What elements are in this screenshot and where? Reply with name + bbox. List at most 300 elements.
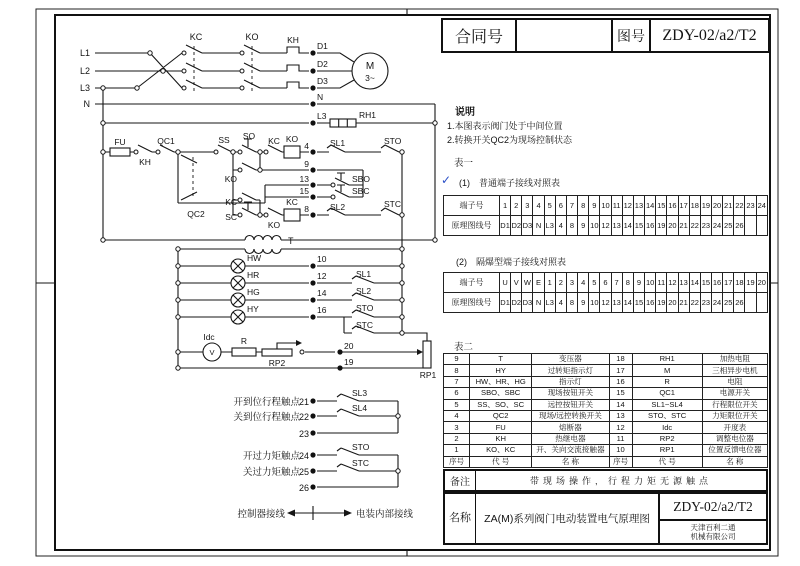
component-cell: 开度表 — [702, 422, 767, 433]
junction-circle — [238, 168, 242, 172]
potentiometer-rp2-symbol — [262, 349, 292, 356]
junction-circle — [101, 86, 105, 90]
schematic-label: 23 — [298, 429, 309, 439]
circuit-wires — [95, 45, 435, 520]
terminal-cell: 13 — [611, 293, 622, 313]
terminal-cell: N — [533, 293, 544, 313]
terminal-cell: 19 — [656, 216, 667, 236]
junction-circle — [238, 213, 242, 217]
terminal-cell — [756, 216, 767, 236]
contract-no-label: 合同号 — [454, 29, 503, 46]
schematic-label: R — [240, 336, 248, 346]
junction-circle — [176, 150, 180, 154]
drawing-no-value: ZDY-02/a2/T2 — [649, 20, 768, 51]
junction-circle — [400, 213, 404, 217]
terminal-dot — [310, 167, 315, 172]
terminal-cell: 16 — [645, 216, 656, 236]
schematic-label: 12 — [317, 271, 327, 281]
name-block — [443, 492, 768, 545]
schematic-label: 关过力矩触点 — [242, 467, 300, 478]
terminal-dot — [310, 398, 315, 403]
schematic-label: D1 — [317, 41, 328, 51]
component-cell: 序号 — [444, 456, 470, 467]
terminal-cell: N — [533, 216, 544, 236]
terminal-cell: 4 — [578, 273, 589, 293]
terminal-cell — [756, 293, 767, 313]
component-cell: M — [632, 365, 702, 376]
component-cell: 行程限位开关 — [702, 399, 767, 410]
component-cell: QC2 — [470, 410, 532, 421]
schematic-label: KC — [268, 136, 280, 146]
terminal-dot — [310, 280, 315, 285]
schematic-label: SL1 — [330, 138, 346, 148]
terminal-cell: 9 — [578, 293, 589, 313]
transformer-primary-coil — [245, 236, 281, 241]
legend-arrow-right — [344, 510, 352, 517]
schematic-label: SBC — [352, 186, 370, 196]
drawing-no-footer: ZDY-02/a2/T2 — [660, 494, 766, 521]
schematic-label: 14 — [317, 288, 327, 298]
terminal-dot — [337, 365, 342, 370]
terminal-cell: D2 — [511, 293, 522, 313]
terminal-cell: V — [511, 273, 522, 293]
schematic-label: D3 — [317, 76, 328, 86]
schematic-label: KC — [286, 197, 298, 207]
component-cell: 过转矩指示灯 — [532, 365, 609, 376]
junction-circle — [258, 168, 262, 172]
table-two-title: 表二 — [454, 342, 474, 353]
terminal-cell: 16 — [667, 196, 678, 216]
terminal-cell: 9 — [589, 196, 600, 216]
component-cell: KO、KC — [470, 445, 532, 456]
terminal-cell: 10 — [589, 216, 600, 236]
note-item-2: 2.转换开关QC2为现场控制状态 — [447, 135, 573, 145]
terminal-cell: 7 — [566, 196, 577, 216]
terminal-cell — [745, 293, 756, 313]
rp1-wiper-arrow — [417, 349, 423, 355]
schematic-label: QC1 — [157, 136, 175, 146]
junction-circle — [400, 247, 404, 251]
terminal-cell: 20 — [667, 293, 678, 313]
component-cell: RP1 — [632, 445, 702, 456]
junction-circle — [264, 150, 268, 154]
row-header: 原理图线号 — [444, 293, 500, 313]
terminal-cell: 17 — [678, 196, 689, 216]
junction-circle — [182, 51, 186, 55]
schematic-label: SL4 — [352, 403, 368, 413]
table-row — [444, 456, 768, 467]
component-cell: 15 — [609, 388, 632, 399]
junction-circle — [400, 298, 404, 302]
terminal-cell: 8 — [566, 293, 577, 313]
junction-circle — [176, 350, 180, 354]
component-cell: 1 — [444, 445, 470, 456]
schematic-label: SS — [218, 135, 230, 145]
terminal-cell: 2 — [511, 196, 522, 216]
terminal-cell: 8 — [578, 196, 589, 216]
schematic-label: 20 — [344, 341, 354, 351]
component-cell: HW、HR、HG — [470, 376, 532, 387]
terminal-cell: 26 — [734, 216, 745, 236]
terminal-cell: 25 — [723, 293, 734, 313]
junction-circle — [400, 264, 404, 268]
table-one-title: 表一 — [454, 158, 474, 169]
terminal-cell: 23 — [745, 196, 756, 216]
schematic-label: 4 — [304, 141, 309, 151]
terminal-cell: 10 — [645, 273, 656, 293]
terminal-cell: D3 — [522, 293, 533, 313]
terminal-cell: 8 — [566, 216, 577, 236]
terminal-cell: 13 — [611, 216, 622, 236]
schematic-label: 开过力矩触点 — [242, 451, 300, 462]
schematic-label: SL2 — [330, 202, 346, 212]
terminal-cell: 6 — [555, 196, 566, 216]
junction-circle — [238, 198, 242, 202]
schematic-label: KC — [225, 197, 237, 207]
schematic-label: L3 — [317, 111, 327, 121]
terminal-dot — [337, 349, 342, 354]
terminal-cell: 12 — [667, 273, 678, 293]
component-cell: RP2 — [632, 433, 702, 444]
table-row — [444, 399, 768, 410]
schematic-label: KH — [139, 157, 151, 167]
schematic-label: 16 — [317, 305, 327, 315]
junction-circle — [400, 150, 404, 154]
component-cell: SS、SO、SC — [470, 399, 532, 410]
terminal-cell: 24 — [711, 216, 722, 236]
schematic-label: SC — [225, 212, 237, 222]
terminal-cell: 5 — [589, 273, 600, 293]
terminal-cell — [745, 216, 756, 236]
terminal-cell: 12 — [622, 196, 633, 216]
terminal-cell: L3 — [544, 216, 555, 236]
schematic-label: HG — [247, 287, 260, 297]
terminal-dot — [310, 314, 315, 319]
component-cell: 位置反馈电位器 — [702, 445, 767, 456]
junction-circle — [433, 121, 437, 125]
schematic-label: T — [288, 236, 294, 246]
terminal-cell: E — [533, 273, 544, 293]
terminal-cell: 22 — [734, 196, 745, 216]
junction-circle — [396, 469, 400, 473]
schematic-label: 15 — [299, 186, 309, 196]
name-label: 名 称 — [445, 494, 476, 543]
terminal-cell: D1 — [500, 293, 511, 313]
table-row — [444, 422, 768, 433]
schematic-label: RP2 — [268, 358, 286, 368]
schematic-labels — [80, 32, 437, 520]
terminal-cell: 16 — [711, 273, 722, 293]
schematic-label: HW — [247, 253, 262, 263]
junction-circle — [134, 150, 138, 154]
terminal-cell: 22 — [689, 293, 700, 313]
terminal-cell: 2 — [555, 273, 566, 293]
component-cell: 5 — [444, 399, 470, 410]
component-cell: HY — [470, 365, 532, 376]
component-cell: STO、STC — [632, 410, 702, 421]
schematic-label: SL3 — [352, 388, 368, 398]
component-cell: 熔断器 — [532, 422, 609, 433]
junction-circle — [433, 238, 437, 242]
junction-circle — [240, 86, 244, 90]
junction-circle — [148, 51, 152, 55]
notes-title: 说明 — [455, 107, 475, 118]
schematic-label: 控制器接线 — [237, 509, 285, 520]
component-cell: 10 — [609, 445, 632, 456]
junction-circle — [400, 281, 404, 285]
component-cell: SBO、SBC — [470, 388, 532, 399]
component-cell: 代 号 — [632, 456, 702, 467]
component-cell: 18 — [609, 354, 632, 365]
remark-text: 带现场操作, 行程力矩无源触点 — [529, 476, 712, 486]
terminal-cell: 14 — [645, 196, 656, 216]
terminal-cell: 3 — [566, 273, 577, 293]
schematic-label: QC2 — [187, 209, 205, 219]
junction-circle — [231, 150, 235, 154]
terminal-cell: 10 — [589, 293, 600, 313]
schematic-label: KO — [245, 32, 259, 42]
component-cell: 2 — [444, 433, 470, 444]
component-cell: QC1 — [632, 388, 702, 399]
check-mark: ✓ — [441, 173, 452, 187]
terminal-cell: 8 — [622, 273, 633, 293]
terminal-cell: 11 — [656, 273, 667, 293]
row-header: 端子号 — [444, 196, 500, 216]
junction-circle — [176, 264, 180, 268]
terminal-cell: 11 — [611, 196, 622, 216]
terminal-dot — [310, 484, 315, 489]
terminal-dot — [310, 452, 315, 457]
component-cell: 名 称 — [532, 456, 609, 467]
terminal-cell: 23 — [700, 216, 711, 236]
terminal-cell: 4 — [555, 216, 566, 236]
terminal-cell: L3 — [544, 293, 555, 313]
terminal-dot — [310, 182, 315, 187]
junction-circle — [264, 213, 268, 217]
junction-circle — [238, 150, 242, 154]
junction-nodes — [101, 51, 437, 473]
terminal-cell: 12 — [600, 216, 611, 236]
table-row — [444, 216, 768, 236]
terminal-cell: 15 — [656, 196, 667, 216]
component-cell: 序号 — [609, 456, 632, 467]
junction-circle — [258, 213, 262, 217]
terminal-cell: 24 — [756, 196, 767, 216]
terminal-dot — [310, 85, 315, 90]
component-cell: 16 — [609, 376, 632, 387]
terminal-cell: 23 — [700, 293, 711, 313]
component-cell: 三相异步电机 — [702, 365, 767, 376]
component-cell: 名 称 — [702, 456, 767, 467]
component-cell: 代 号 — [470, 456, 532, 467]
rp2-wiper-arrow — [296, 340, 302, 346]
terminal-dot — [310, 120, 315, 125]
terminal-cell: 19 — [745, 273, 756, 293]
table-row — [444, 365, 768, 376]
terminal-cell: 21 — [723, 196, 734, 216]
terminal-dot — [310, 263, 315, 268]
heater-rh1-symbol — [330, 119, 356, 127]
schematic-label: 10 — [317, 254, 327, 264]
schematic-label: 电装内部接线 — [356, 509, 414, 520]
schematic-label: L3 — [79, 83, 90, 93]
junction-circle — [176, 247, 180, 251]
legend-arrow-left — [287, 510, 295, 517]
component-cell: R — [632, 376, 702, 387]
terminal-dot — [310, 212, 315, 217]
schematic-label: STC — [352, 458, 369, 468]
contract-no-value — [515, 20, 611, 51]
schematic-label: SL1 — [356, 269, 372, 279]
table-row — [444, 293, 768, 313]
terminal-cell: 1 — [500, 196, 511, 216]
component-cell: T — [470, 354, 532, 365]
component-cell: 12 — [609, 422, 632, 433]
schematic-label: 开到位行程触点 — [233, 397, 300, 408]
schematic-label: HR — [247, 270, 260, 280]
terminal-dot — [310, 149, 315, 154]
terminal-cell: 24 — [711, 293, 722, 313]
schematic-label: L1 — [79, 48, 90, 58]
schematic-label: 19 — [344, 357, 354, 367]
company-name: 天津百利二通 机械有限公司 — [690, 522, 736, 541]
table-row — [444, 388, 768, 399]
terminal-cell: 17 — [723, 273, 734, 293]
component-cell: SL1~SL4 — [632, 399, 702, 410]
component-cell: Idc — [632, 422, 702, 433]
component-cell: 电阻 — [702, 376, 767, 387]
schematic-label: STC — [356, 320, 373, 330]
component-table — [443, 353, 768, 468]
terminal-cell: D3 — [522, 216, 533, 236]
schematic-label: SO — [242, 131, 256, 141]
terminal-dot — [310, 468, 315, 473]
mechanical-links — [193, 46, 252, 196]
schematic-label: KO — [285, 134, 299, 144]
component-cell: 11 — [609, 433, 632, 444]
terminal-cell: W — [522, 273, 533, 293]
component-cell: 指示灯 — [532, 376, 609, 387]
row-header: 原理图线号 — [444, 216, 500, 236]
junction-circle — [176, 315, 180, 319]
component-cell: 9 — [444, 354, 470, 365]
schematic-label: 26 — [298, 483, 309, 493]
junction-circle — [400, 315, 404, 319]
terminal-cell: 15 — [633, 293, 644, 313]
terminal-cell: 15 — [700, 273, 711, 293]
drawing-no-label: 图号 — [611, 20, 649, 51]
component-cell: 现场按钮开关 — [532, 388, 609, 399]
resistor-r-symbol — [232, 348, 256, 356]
schematic-label: KH — [287, 35, 299, 45]
terminal-cell: 14 — [622, 216, 633, 236]
terminal-cell: 21 — [678, 293, 689, 313]
terminal-cell: 26 — [734, 293, 745, 313]
component-cell: RH1 — [632, 354, 702, 365]
note-item-1: 1.本图表示阀门处于中间位置 — [447, 121, 563, 131]
component-cell: 3 — [444, 422, 470, 433]
terminal-cell: 22 — [689, 216, 700, 236]
component-cell: 变压器 — [532, 354, 609, 365]
junction-circle — [101, 150, 105, 154]
component-cell: 6 — [444, 388, 470, 399]
schematic-label: STO — [356, 303, 374, 313]
terminal-cell: 12 — [600, 293, 611, 313]
explosion-terminal-table — [443, 272, 768, 313]
terminal-cell: 20 — [756, 273, 767, 293]
terminal-cell: 1 — [544, 273, 555, 293]
terminal-dot — [310, 297, 315, 302]
terminal-dots — [310, 50, 342, 489]
component-cell: 4 — [444, 410, 470, 421]
component-cell: FU — [470, 422, 532, 433]
terminal-cell: 15 — [633, 216, 644, 236]
schematic-label: N — [83, 99, 90, 109]
schematic-label: KC — [189, 32, 203, 42]
table-row — [444, 410, 768, 421]
terminal-cell: 4 — [555, 293, 566, 313]
component-cell: 加热电阻 — [702, 354, 767, 365]
schematic-label: 8 — [304, 204, 309, 214]
table-row — [444, 376, 768, 387]
junction-circle — [101, 121, 105, 125]
terminal-cell: 21 — [678, 216, 689, 236]
table-row — [444, 196, 768, 216]
drawing-title: ZA(M)系列阀门电动装置电气原理图 — [476, 494, 660, 543]
table-row — [444, 273, 768, 293]
terminal-cell: 6 — [600, 273, 611, 293]
schematic-label: 21 — [298, 397, 309, 407]
normal-terminal-caption: (1) 普通端子接线对照表 — [459, 178, 561, 188]
schematic-label: 3~ — [365, 73, 375, 83]
junction-circle — [176, 281, 180, 285]
junction-circle — [161, 69, 165, 73]
terminal-cell: 9 — [578, 216, 589, 236]
component-cell: KH — [470, 433, 532, 444]
schematic-label: L2 — [79, 66, 90, 76]
terminal-cell: D1 — [500, 216, 511, 236]
ko-coil-symbol — [284, 146, 300, 158]
remark-label: 备注 — [445, 471, 476, 490]
schematic-label: KO — [267, 220, 281, 230]
schematic-label: FU — [114, 137, 126, 147]
terminal-dot — [310, 50, 315, 55]
terminal-cell: 25 — [723, 216, 734, 236]
terminal-dot — [310, 430, 315, 435]
schematic-label: V — [209, 348, 215, 357]
junction-circle — [258, 150, 262, 154]
terminal-cell: U — [500, 273, 511, 293]
junction-circle — [135, 86, 139, 90]
component-cell: 13 — [609, 410, 632, 421]
junction-circle — [176, 298, 180, 302]
terminal-cell: 4 — [533, 196, 544, 216]
fuse-symbol — [110, 148, 130, 156]
schematic-label: 9 — [304, 159, 309, 169]
title-block — [441, 18, 770, 53]
terminal-cell: D2 — [511, 216, 522, 236]
terminal-cell: 13 — [633, 196, 644, 216]
terminal-dot — [310, 194, 315, 199]
component-cell: 14 — [609, 399, 632, 410]
terminal-cell: 14 — [689, 273, 700, 293]
terminal-cell: 5 — [544, 196, 555, 216]
component-cell: 开、关向交流接触器 — [532, 445, 609, 456]
terminal-cell: 16 — [645, 293, 656, 313]
schematic-label: N — [317, 92, 324, 102]
terminal-cell: 19 — [656, 293, 667, 313]
terminal-cell: 10 — [600, 196, 611, 216]
